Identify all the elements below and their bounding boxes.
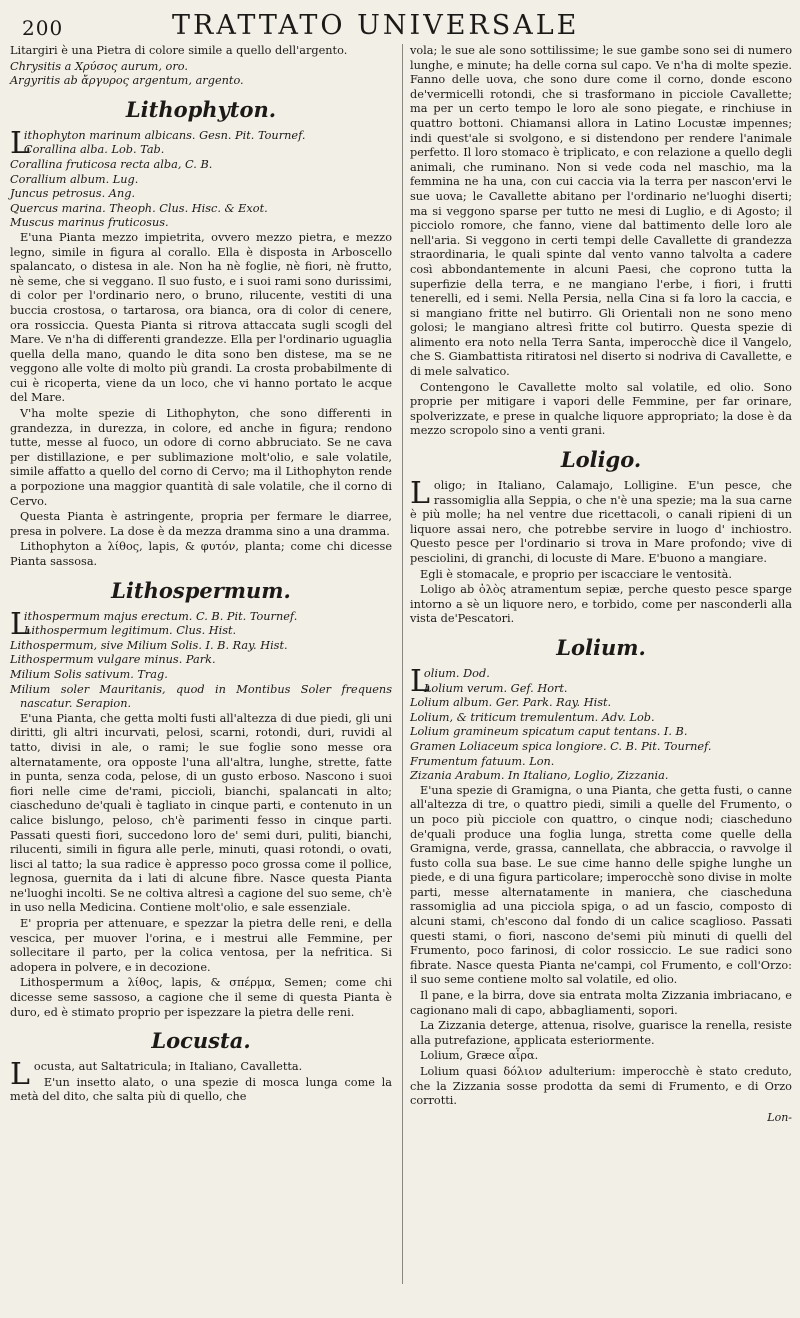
synonym-text: olium. Dod.: [423, 666, 490, 680]
running-title: TRATTATO UNIVERSALE: [172, 10, 580, 41]
paragraph: vola; le sue ale sono sottilissime; le sue gambe sono sei di numero lunghe, e minute; ha delle corna sul capo. Ve n'ha di molte spezie. Fanno delle uova, che sono dure come il corno, donde escono de'vermicelli rotondi, che si trasformano in picciole Cavallette; ma per un certo tempo le loro ale sono piegate, e rinchiuse in quattro bottoni. Chiamansi allora in Latino Locustæ impennes; indi quest'ale si svolgono, e si distendono per rendere l'animale perfetto. Il loro stomaco è triplicato, e con relazione a quello degli animali, che ruminano. Non si vede coda nel maschio, ma la femmina ne ha una, con cui caccia via la terra per nascon'ervi le sue uova; le Cavallette abitano per l'ordinario ne'luoghi diserti; ma si veggono sparse per tutto ne mesi di Luglio, e di Agosto; il picciolo romore, che fanno, viene dal battimento delle loro ale nell'aria. Si veggono in certi tempi delle Cavallette di grandezza straordinaria, le quali spinte dal vento vanno talvolta a cadere così abbondantemente in alcuni Paesi, che coprono tutta la superfizie della terra, e ne mangiano l'erbe, i fiori, i frutti tenerelli, ed i semi. Nella Persia, nella Cina si fa loro la caccia, e si mangiano fritte nel butirro. Gli Orientali non ne sono meno golosi; le mangiano altresì fritte col butirro. Questa spezie di alimento era noto nella Terra Santa, imperocchè dice il Vangelo, che S. Giambattista ritiratosi nel diserto si nodriva di Cavallette, e di mele salvatico.: [410, 44, 792, 379]
synonym-line: Lolium gramineum spicatum caput tentans. I. B.: [410, 725, 688, 739]
paragraph: E' propria per attenuare, e spezzar la pietra delle reni, e della vescica, per muover l'orina, e i mestrui alle Femmine, per sollecitare il parto, per la colica ventosa, per la nefritica. Si adopera in polvere, e in decozione.: [10, 917, 392, 974]
drop-cap: L: [10, 606, 30, 642]
synonym-line: Corallium album. Lug.: [10, 172, 139, 186]
paragraph-text: oligo; in Italiano, Calamajo, Lolligine. E'un pesce, che rassomiglia alla Seppia, o che n'è una spezie; ma la sua carne è più molle; ha nel ventre due ricettacoli, o canali ripieni di un liquore assai nero, che potrebbe servire in luogo d' inchiostro. Questo pesce per l'ordinario si trova in Mare profondo; vive di pesciolini, di granchi, di locuste di Mare. E'buono a mangiare.: [410, 479, 792, 565]
paragraph: Lithophyton a λίθος, lapis, & φυτόν, planta; come chi dicesse Pianta sassosa.: [10, 540, 392, 568]
synonym-line: Juncus petrosus. Ang.: [10, 187, 136, 201]
entry-heading-lithospermum: Lithospermum.: [111, 577, 291, 603]
paragraph: E'una Pianta, che getta molti fusti all'altezza di due piedi, gli uni diritti, gli altri incurvati, pelosi, scarni, rotondi, duri, ruvidi al tatto, divisi in ale, o rami; le sue foglie sono messe ora alternatamente, ora opposte l'una all'altra, lunghe, strette, fatte in punta, senza coda, pelose, di un gusto erboso. Nascono i suoi fiori nelle cime de'rami, piccioli, bianchi, spalancati in alto; ciascheduno de'quali è tagliato in cinque parti, e contenuto in un calice bislungo, peloso, ch'è parimenti fesso in cinque parti. Passati questi fiori, succedono loro de' semi duri, puliti, bianchi, rilucenti, simili in figura alle perle, minuti, quasi rotondi, o ovati, lisci al tatto; la sua radice è appresso poco grossa come il pollice, legnosa, guernita da i lati di alcune fibre. Nasce questa Pianta ne'luoghi incolti. Se ne coltiva altresì a cagione del suo seme, ch'è in uso nella Medicina. Contiene molt'olio, e sale essenziale.: [10, 711, 392, 915]
synonym-line: Corallina alba. Lob. Tab.: [23, 143, 165, 157]
paragraph: Lolium quasi δόλιον adulterium: imperocchè è stato creduto, che la Zizzania sosse prodotta da semi di Frumento, e di Orzo corrotti.: [410, 1065, 792, 1108]
synonym-line: Lolium verum. Gef. Hort.: [423, 681, 568, 695]
column-divider: [402, 44, 403, 1284]
intro-line: Chrysitis a Χρύσος aurum, oro.: [10, 59, 188, 73]
synonym-line: Lolium album. Ger. Park. Ray. Hist.: [410, 696, 612, 710]
drop-cap: L: [10, 1057, 30, 1093]
synonym-line: Milium Solis sativum. Trag.: [10, 667, 168, 681]
drop-cap: L: [10, 125, 30, 161]
paragraph: E'una spezie di Gramigna, o una Pianta, che getta fusti, o canne all'altezza di tre, o quattro piedi, simili a quelle del Frumento, o un poco più picciole con quattro, o cinque nodi; ciascheduno de'quali produce una foglia lunga, stretta come quelle della Gramigna, verde, grassa, cannellata, che abbraccia, o ravvolge il fusto colla sua base. Le sue cime hanno delle spighe lunghe un piede, e di una figura particolare; imperocchè sono divise in molte parti, messe alternatamente in maniera, che ciascheduna rassomiglia ad una picciola spiga, o ad un fascio, composto di alcuni stami, ch'escono dal fondo di un calice scaglioso. Passati questi stami, o fiori, nascono de'semi più minuti di quelli del Frumento, poco farinosi, di color rossiccio. Le sue radici sono fibrate. Nasce questa Pianta ne'campi, col Frumento, e coll'Orzo: il suo seme contiene molto sal volatile, ed olio.: [410, 783, 792, 987]
right-column: [410, 44, 792, 1125]
paragraph-text: ocusta, aut Saltatricula; in Italiano, Cavalletta.: [33, 1060, 303, 1074]
synonym-line: Gramen Loliaceum spica longiore. C. B. Pit. Tournef.: [410, 739, 712, 753]
paragraph: [410, 476, 792, 567]
paragraph: La Zizzania deterge, attenua, risolve, guarisce la renella, resiste alla putrefazione, applicata esteriormente.: [410, 1019, 792, 1047]
synonym-line: Lithospermum vulgare minus. Park.: [10, 653, 216, 667]
paragraph: Loligo ab ὀλὸς atramentum sepiæ, perche questo pesce sparge intorno a sè un liquore nero, e torbido, come per nasconderli alla vista de'Pescatori.: [410, 583, 792, 626]
paragraph: Lolium, Græce αἶρα.: [420, 1049, 539, 1063]
paragraph: E'una Pianta mezzo impietrita, ovvero mezzo pietra, e mezzo legno, simile in figura al corallo. Ella è disposta in Arboscello spalancato, o distesa in ale. Non ha nè foglie, nè fiori, nè frutto, nè seme, che si veggano. Il suo fusto, e i suoi rami sono durissimi, di color per l'ordinario nero, o bruno, rilucente, vestiti di una buccia crostosa, o tartarosa, ora bianca, ora di color di cenere, ora rossiccia. Questa Pianta si ritrova attaccata sugli scogli del Mare. Ve n'ha di differenti grandezze. Ella per l'ordinario uguaglia quella della mano, quando le dita sono ben distese, ma se ne veggono alle volte di molto più grandi. La crosta probabilmente di cui è ricoperta, viene da un loco, che vi hanno portato le acque del Mare.: [10, 230, 392, 405]
paragraph: Contengono le Cavallette molto sal volatile, ed olio. Sono proprie per mitigare i vapori delle Femmine, per far orinare, spolverizzate, e prese in qualche liquore appropriato; la dose è da mezzo scropolo sino a venti grani.: [410, 380, 792, 438]
entry-heading-locusta: Locusta.: [151, 1028, 251, 1054]
left-column: [10, 44, 392, 1106]
synonym-line: Lithospermum, sive Milium Solis. I. B. Ray. Hist.: [10, 638, 288, 652]
entry-heading-loligo: Loligo.: [560, 447, 642, 473]
paragraph: Questa Pianta è astringente, propria per fermare le diarree, presa in polvere. La dose è da mezza dramma sino a una dramma.: [10, 510, 392, 538]
paragraph: Egli è stomacale, e proprio per iscacciare le ventosità.: [420, 567, 732, 581]
entry-heading-lolium: Lolium.: [556, 634, 646, 660]
paragraph: V'ha molte spezie di Lithophyton, che sono differenti in grandezza, in durezza, in colore, ed anche in figura; rendono tutte, messe al fuoco, un odore di corno abbruciato. Se ne cava per distillazione, e per sublimazione molt'olio, e sale volatile, simile affatto a quello del corno di Cervo; ma il Lithophyton rende a porpozione una maggior quantità di sale volatile, che il corno di Cervo.: [10, 407, 392, 508]
synonym-line: Muscus marinus fruticosus.: [10, 216, 169, 230]
synonym-line: Corallina fruticosa recta alba, C. B.: [10, 157, 213, 171]
catchword: Lon-: [767, 1110, 792, 1124]
drop-cap: L: [410, 663, 430, 699]
entry-heading-lithophyton: Lithophyton.: [125, 96, 277, 122]
page-number: 200: [22, 16, 64, 40]
page-header: [22, 10, 782, 42]
drop-cap: L: [410, 476, 430, 512]
synonym-line: Lolium, & triticum tremulentum. Adv. Lob.: [410, 710, 655, 724]
synonym-line: Frumentum fatuum. Lon.: [410, 754, 555, 768]
synonym-line: Lithospermum legitimum. Clus. Hist.: [23, 624, 237, 638]
synonym-line: Milium soler Mauritanis, quod in Montibus Soler frequens nascatur. Serapion.: [10, 682, 392, 711]
synonym-line: Quercus marina. Theoph. Clus. Hisc. & Exot.: [10, 201, 268, 215]
intro-line: Argyritis ab ἄργυρος argentum, argento.: [10, 74, 244, 88]
paragraph: Il pane, e la birra, dove sia entrata molta Zizzania imbriacano, e cagionano mali di capo, abbagliamenti, sopori.: [410, 989, 792, 1017]
paragraph: Lithospermum a λίθος, lapis, & σπέρμα, Semen; come chi dicesse seme sassoso, a cagione che il seme di questa Pianta è duro, ed è stimato proprio per ispezzare la pietra delle reni.: [10, 976, 392, 1019]
intro-line: Litargiri è una Pietra di colore simile a quello dell'argento.: [10, 44, 348, 57]
synonym-line: Zizania Arabum. In Italiano, Loglio, Zizzania.: [410, 769, 669, 783]
synonym-text: ithophyton marinum albicans. Gesn. Pit. Tournef.: [23, 128, 306, 142]
paragraph: E'un insetto alato, o una spezie di mosca lunga come la metà del dito, che salta più di quello, che: [10, 1075, 392, 1104]
synonym-text: ithospermum majus erectum. C. B. Pit. Tournef.: [23, 609, 298, 623]
